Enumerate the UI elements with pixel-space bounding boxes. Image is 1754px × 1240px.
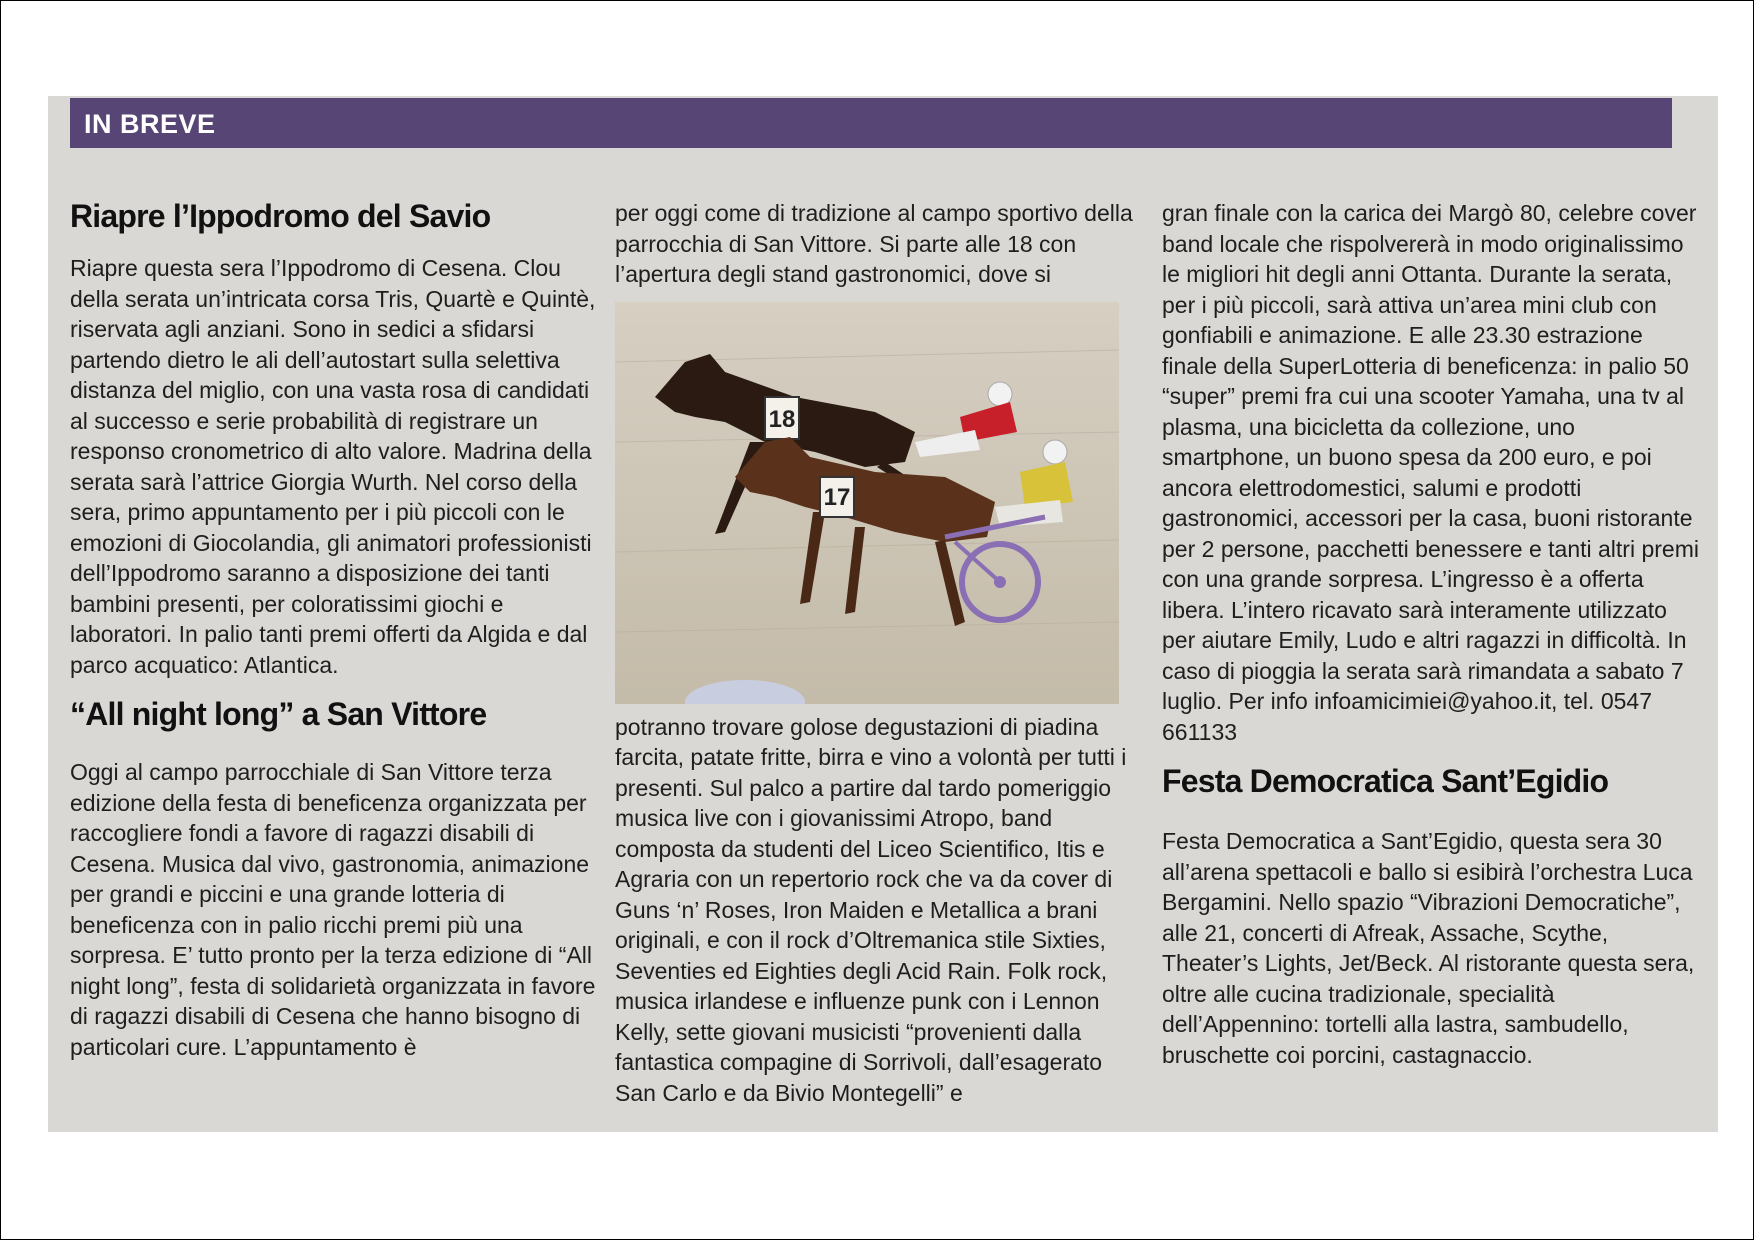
article-all-night-long-body-1: Oggi al campo parrocchiale di San Vittore terza edizione della festa di beneficenza organizzata per raccogliere fondi a favore di ragazzi disabili di Cesena. Musica dal vivo, gastronomia, animazione per grandi e piccini e una grande lotteria di beneficenza con in palio ricchi premi più una sorpresa. E’ tutto pronto per la terza edizione di “All night long”, festa di solidarietà organizzata in favore di ragazzi disabili di Cesena che hanno bisogno di particolari cure. L’appuntamento è [70,759,596,1060]
section-banner [70,98,1672,148]
article-festa-democratica-body: Festa Democratica a Sant’Egidio, questa sera 30 all’arena spettacoli e ballo si esibirà l’orchestra Luca Bergamini. Nello spazio “Vibrazioni Democratiche”, alle 21, concerti di Afreak, Assache, Scythe, Theater’s Lights, Jet/Beck. Al ristorante questa sera, oltre alle cucina tradizionale, specialità dell’Appennino: tortelli alla lastra, sambudello, bruschette coi porcini, castagnaccio. [1162,828,1695,1068]
harness-racing-photo [615,302,1119,704]
article-ippodromo-body: Riapre questa sera l’Ippodromo di Cesena. Clou della serata un’intricata corsa Tris, Quartè e Quintè, riservata agli anziani. Sono in sedici a sfidarsi partendo dietro le ali dell’autostart sulla selettiva distanza del miglio, con una vasta rosa di candidati al successo e serie probabilità di registrare un responso cronometrico di alto valore. Madrina della serata sarà l’attrice Giorgia Wurth. Nel corso della sera, primo appuntamento per i più piccoli con le emozioni di Giocolandia, gli animatori professionisti dell’Ippodromo saranno a disposizione dei tanti bambini presenti, per coloratissimi giochi e laboratori. In palio tanti premi offerti da Algida e dal parco acquatico: Atlantica. [70,255,596,678]
column-1 [70,198,610,1062]
article-all-night-long-body-3: potranno trovare golose degustazioni di piadina farcita, patate fritte, birra e vino a volontà per tutti i presenti. Sul palco a partire dal tardo pomeriggio musica live con i giovanissimi Atropo, band composta da studenti del Liceo Scientifico, Itis e Agraria con un repertorio rock che va da cover di Guns ‘n’ Roses, Iron Maiden e Metallica a brani originali, e con il rock d’Oltremanica stile Sixties, Seventies ed Eighties degli Acid Rain. Folk rock, musica irlandese e influenze punk con i Lennon Kelly, sette giovani musicisti “provenienti dalla fantastica compagine di Sorrivoli, dall’esagerato San Carlo e da Bivio Montegelli” e [615,713,1127,1106]
headline-ippodromo: Riapre l’Ippodromo del Savio [70,198,491,234]
article-all-night-long-body-2: per oggi come di tradizione al campo sportivo della parrocchia di San Vittore. Si parte alle 18 con l’apertura degli stand gastronomici, dove si [615,200,1133,287]
column-2 [615,198,1135,1108]
svg-text:17: 17 [823,483,851,511]
section-title: IN BREVE [84,109,216,139]
newspaper-clipping [48,96,1718,1132]
svg-text:18: 18 [768,405,796,433]
column-3 [1162,198,1702,1070]
headline-all-night-long: “All night long” a San Vittore [70,696,487,732]
article-all-night-long-body-4: gran finale con la carica dei Margò 80, celebre cover band locale che rispolvererà in modo originalissimo le migliori hit degli anni Ottanta. Durante la serata, per i più piccoli, sarà attiva un’area mini club con gonfiabili e animazione. E alle 23.30 estrazione finale della SuperLotteria di beneficenza: in palio 50 “super” premi fra cui una scooter Yamaha, una tv al plasma, una bicicletta da collezione, uno smartphone, un buono spesa da 200 euro, e poi ancora elettrodomestici, salumi e prodotti gastronomici, accessori per la casa, buoni ristorante per 2 persone, pacchetti benessere e tanti altri premi con una grande sorpresa. L’ingresso è a offerta libera. L’intero ricavato sarà interamente utilizzato per aiutare Emily, Ludo e altri ragazzi in difficoltà. In caso di pioggia la serata sarà rimandata a sabato 7 luglio. Per info infoamicimiei@yahoo.it, tel. 0547 661133 [1162,200,1699,745]
headline-festa-democratica: Festa Democratica Sant’Egidio [1162,763,1609,799]
